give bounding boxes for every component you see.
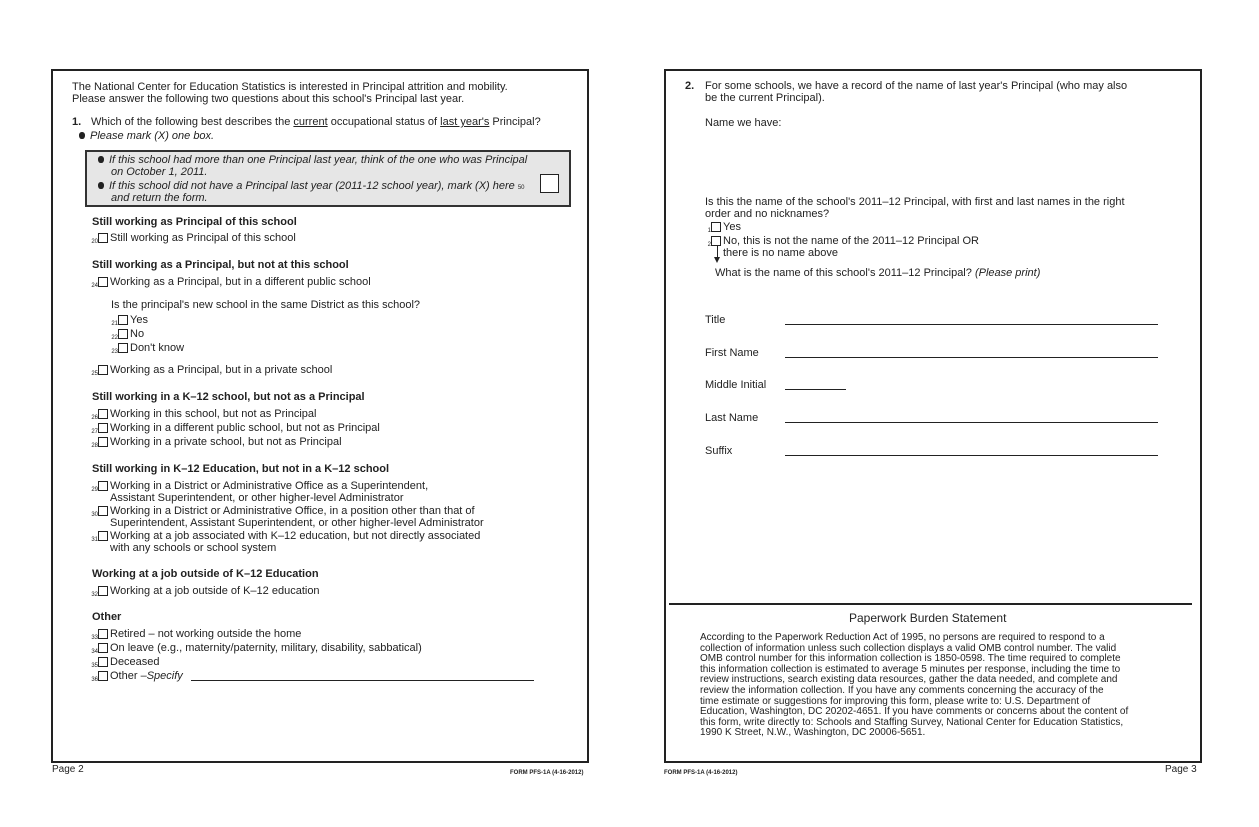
instruction: Please mark (X) one box. (79, 130, 214, 142)
option[interactable]: 31 Working at a job associated with K–12 education, but not directly associated with any schools or school system (91, 530, 481, 554)
note-cont: and return the form. (111, 192, 208, 204)
sub-option[interactable]: 21 Yes (111, 314, 148, 327)
burden-line: Education, Washington, DC 20202-4651. If you have comments or concerns about the content of (700, 706, 1129, 718)
checkbox (118, 329, 128, 339)
checkbox (98, 506, 108, 516)
intro-line: Please answer the following two questions about this school's Principal last year. (72, 93, 465, 105)
burden-line: collection of information unless such collection displays a valid OMB control number. The valid (700, 642, 1117, 654)
field-label-first-name: First Name (705, 347, 759, 359)
burden-line: this form, write directly to: Schools and Staffing Survey, National Center for Education Statistics, (700, 716, 1124, 728)
burden-title: Paperwork Burden Statement (849, 611, 1007, 625)
section-heading: Still working as a Principal, but not at this school (92, 259, 349, 271)
middle-initial-input[interactable] (785, 389, 846, 390)
note-cont: on October 1, 2011. (111, 166, 208, 178)
note: If this school had more than one Principal last year, think of the one who was Principal (98, 154, 527, 166)
option[interactable]: 29 Working in a District or Administrative Office as a Superintendent, Assistant Superintendent, or other higher-level Administrator (91, 480, 429, 504)
checkbox (98, 586, 108, 596)
checkbox (98, 671, 108, 681)
suffix-input[interactable] (785, 455, 1158, 456)
burden-line: review the information collection. If you have any comments concerning the accuracy of the (700, 684, 1104, 696)
question-number: 2. (685, 80, 695, 92)
last-name-input[interactable] (785, 422, 1158, 423)
burden-line: review instructions, search existing data resources, gather the data needed, and complete and (700, 674, 1118, 686)
followup-question: What is the name of this school's 2011–12 Principal? (Please print) (715, 267, 1041, 279)
apple-bullet-icon (98, 156, 104, 163)
burden-line: 1990 K Street, N.W., Washington, DC 20006-5651. (700, 727, 926, 739)
field-label-title: Title (705, 314, 726, 326)
divider (669, 603, 1192, 605)
field-label-middle-initial: Middle Initial (705, 379, 767, 391)
checkbox (98, 277, 108, 287)
form-id: FORM PFS-1A (4-16-2012) (510, 770, 584, 776)
option-yes[interactable]: 1 Yes (707, 221, 741, 234)
section-heading: Still working in a K–12 school, but not as a Principal (92, 391, 365, 403)
option[interactable]: 25 Working as a Principal, but in a private school (91, 364, 333, 377)
checkbox (98, 423, 108, 433)
option[interactable]: 24 Working as a Principal, but in a different public school (91, 276, 371, 289)
burden-line: According to the Paperwork Reduction Act of 1995, no persons are required to respond to a (700, 632, 1105, 643)
specify-input-line[interactable] (191, 680, 534, 681)
question-1-text: Which of the following best describes the current occupational status of last year's Principal? (91, 116, 541, 128)
option[interactable]: 20 Still working as Principal of this school (91, 232, 296, 245)
option[interactable]: 33 Retired – not working outside the home (91, 628, 302, 641)
checkbox (98, 481, 108, 491)
option[interactable]: 26 Working in this school, but not as Principal (91, 408, 317, 421)
section-heading: Still working in K–12 Education, but not in a K–12 school (92, 463, 390, 475)
option[interactable]: 34 On leave (e.g., maternity/paternity, military, disability, sabbatical) (91, 642, 422, 655)
field-label-suffix: Suffix (705, 445, 733, 457)
burden-line: OMB control number for this information collection is 1850-0598. The time required to complete (700, 653, 1121, 665)
option[interactable]: 30 Working in a District or Administrative Office, in a position other than that of Superintendent, Assistant Superintendent, or other higher-level Administrator (91, 505, 484, 529)
form-id: FORM PFS-1A (4-16-2012) (664, 770, 738, 776)
option[interactable]: 36 Other – Specify (91, 670, 183, 683)
checkbox (98, 531, 108, 541)
section-heading: Other (92, 611, 122, 623)
option[interactable]: 32 Working at a job outside of K–12 education (91, 585, 320, 598)
checkbox (118, 343, 128, 353)
page-number: Page 3 (1165, 764, 1197, 775)
burden-line: time estimate or suggestions for improving this form, please write to: U.S. Department of (700, 695, 1091, 707)
option-no[interactable]: 2 No, this is not the name of the 2011–12 Principal OR there is no name above (707, 235, 979, 259)
confirm-question: Is this the name of the school's 2011–12 Principal, with first and last names in the right (705, 196, 1125, 208)
first-name-input[interactable] (785, 357, 1158, 358)
section-heading: Working at a job outside of K–12 Education (92, 568, 319, 580)
sub-option[interactable]: 23 Don't know (111, 342, 185, 355)
section-heading: Still working as Principal of this school (92, 216, 297, 228)
apple-bullet-icon (79, 132, 85, 139)
intro-line: The National Center for Education Statistics is interested in Principal attrition and mobility. (72, 81, 508, 93)
page-number: Page 2 (52, 764, 84, 775)
checkbox (711, 236, 721, 246)
checkbox (98, 233, 108, 243)
name-we-have-label: Name we have: (705, 117, 782, 129)
note: If this school did not have a Principal last year (2011-12 school year), mark (X) here 50 (98, 180, 525, 194)
question-number: 1. (72, 116, 82, 128)
question-2-text: For some schools, we have a record of the name of last year's Principal (who may also (705, 80, 1128, 92)
checkbox (118, 315, 128, 325)
checkbox (98, 657, 108, 667)
checkbox (711, 222, 721, 232)
checkbox (98, 365, 108, 375)
question-2-text: be the current Principal). (705, 92, 825, 104)
sub-question: Is the principal's new school in the same District as this school? (111, 299, 421, 311)
burden-line: this information collection is estimated to average 5 minutes per response, including the time to (700, 663, 1121, 675)
no-principal-checkbox[interactable] (540, 174, 559, 193)
field-label-last-name: Last Name (705, 412, 759, 424)
sub-option[interactable]: 22 No (111, 328, 145, 341)
checkbox (98, 629, 108, 639)
checkbox (98, 409, 108, 419)
checkbox (98, 643, 108, 653)
option[interactable]: 28 Working in a private school, but not as Principal (91, 436, 342, 449)
option[interactable]: 27 Working in a different public school, but not as Principal (91, 422, 380, 435)
arrow-head (714, 257, 720, 263)
burden-text (700, 633, 1128, 739)
checkbox (98, 437, 108, 447)
option[interactable]: 35 Deceased (91, 656, 160, 669)
title-input[interactable] (785, 324, 1158, 325)
apple-bullet-icon (98, 182, 104, 189)
confirm-question: order and no nicknames? (705, 208, 830, 220)
